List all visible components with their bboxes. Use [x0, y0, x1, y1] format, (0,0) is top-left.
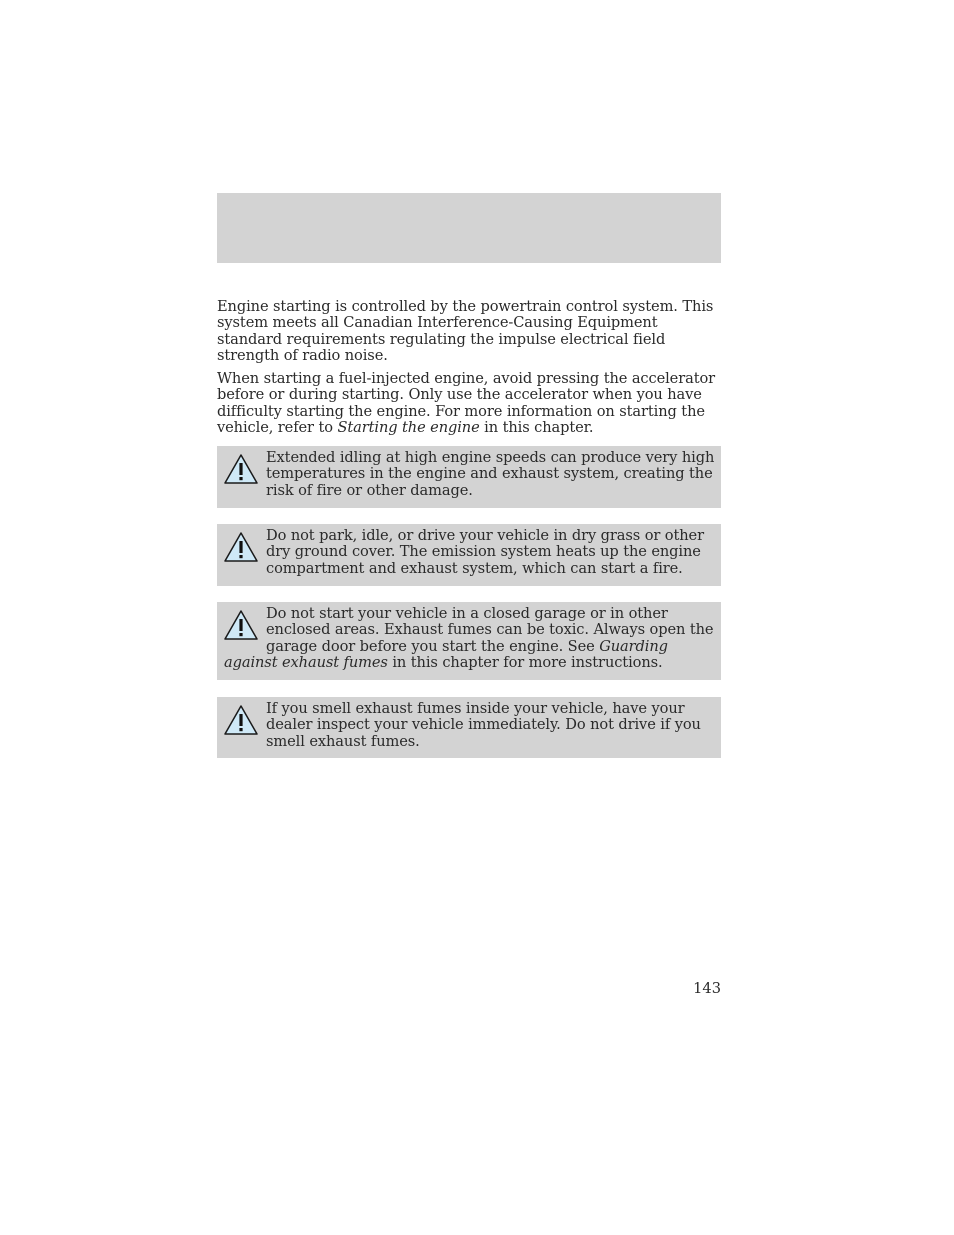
- warning-box-closed-garage: [217, 602, 721, 680]
- warning-box-exhaust-smell: [217, 697, 721, 758]
- warning-text-before: Do not start your vehicle in a closed garage or in other enclosed areas. Exhaust fumes can be toxic. Always open the garage door before you start the engine. See: [266, 605, 714, 655]
- cross-reference: Guarding against exhaust fumes: [224, 637, 668, 672]
- cross-reference: Starting the engine: [337, 419, 480, 437]
- paragraph-fuel-injected: [217, 371, 721, 437]
- warning-text-after: in this chapter for more instructions.: [387, 654, 663, 672]
- warning-triangle-icon: [224, 532, 258, 562]
- paragraph-text: Engine starting is controlled by the powertrain control system. This system meets all Canadian Interference-Causing Equipment standard requirements regulating the impulse electrical field strength of radio noise.: [217, 298, 714, 365]
- warning-box-idling: [217, 446, 721, 508]
- warning-text: Do not park, idle, or drive your vehicle in dry grass or other dry ground cover. The emission system heats up the engine compartment and exhaust system, which can start a fire.: [266, 527, 704, 577]
- warning-text: Extended idling at high engine speeds can produce very high temperatures in the engine and exhaust system, creating the risk of fire or other damage.: [266, 449, 715, 499]
- paragraph-text-before: When starting a fuel-injected engine, avoid pressing the accelerator before or during starting. Only use the accelerator when you have difficulty starting the engine. For more information on starting the vehicle, refer to: [217, 370, 716, 437]
- paragraph-engine-starting: [217, 299, 721, 365]
- warning-box-dry-grass: [217, 524, 721, 586]
- header-band: [217, 193, 721, 263]
- warning-triangle-icon: [224, 454, 258, 484]
- warning-text: If you smell exhaust fumes inside your vehicle, have your dealer inspect your vehicle immediately. Do not drive if you smell exhaust fumes.: [266, 700, 701, 750]
- warning-triangle-icon: [224, 610, 258, 640]
- warning-text: [224, 606, 715, 672]
- page-number: 143: [693, 980, 721, 997]
- warning-triangle-icon: [224, 705, 258, 735]
- paragraph-text-after: in this chapter.: [479, 419, 594, 437]
